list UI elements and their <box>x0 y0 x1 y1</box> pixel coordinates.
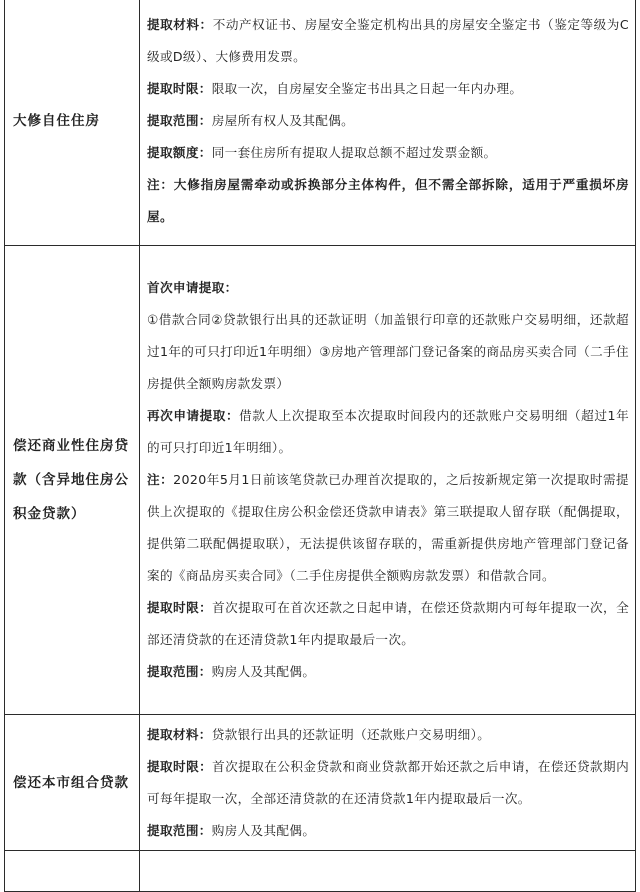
detail-paragraph <box>147 592 629 656</box>
item-label: 提取范围： <box>147 822 212 838</box>
detail-paragraph <box>147 751 629 815</box>
item-label: 注： <box>147 472 174 487</box>
item-text: 借款人上次提取至本次提取时间段内的还款账户交易明细（超过1年的可只打印近1年明细）。 <box>147 408 630 455</box>
detail-paragraph <box>147 464 629 592</box>
item-label: 提取范围： <box>147 113 212 128</box>
detail-paragraph <box>147 9 629 73</box>
item-label: 再次申请提取： <box>147 408 240 423</box>
item-text: 购房人及其配偶。 <box>211 664 316 679</box>
detail-paragraph <box>147 815 629 847</box>
table-row <box>5 715 636 851</box>
category-label: 偿还商业性住房贷款（含异地住房公积金贷款） <box>13 438 129 522</box>
item-label: 提取时限： <box>147 758 213 774</box>
item-text: 首次提取在公积金贷款和商业贷款都开始还款之后申请，在偿还贷款期内可每年提取一次，全部还清贷款的在还清贷款1年内提取最后一次。 <box>147 758 630 806</box>
item-text: 购房人及其配偶。 <box>211 822 316 838</box>
item-label: 提取范围： <box>147 664 212 679</box>
item-label: 提取时限： <box>147 81 212 96</box>
category-label: 偿还本市组合贷款 <box>13 774 129 791</box>
detail-cell <box>140 246 636 715</box>
category-cell <box>5 0 140 246</box>
detail-cell <box>140 851 636 892</box>
detail-cell <box>140 715 636 851</box>
detail-paragraph <box>147 105 629 137</box>
detail-paragraph <box>147 656 629 688</box>
detail-cell <box>140 0 636 246</box>
category-cell <box>5 851 140 892</box>
detail-paragraph <box>147 719 629 751</box>
item-label: 提取额度： <box>147 145 212 160</box>
table-row <box>5 0 636 246</box>
category-label: 大修自住住房 <box>13 113 100 129</box>
table-row <box>5 246 636 715</box>
category-cell <box>5 246 140 715</box>
item-text: 首次提取可在首次还款之日起申请，在偿还贷款期内可每年提取一次，全部还清贷款的在还清贷款1年内提取最后一次。 <box>147 600 630 647</box>
item-label: 提取材料： <box>147 17 213 32</box>
item-text: 限取一次，自房屋安全鉴定书出具之日起一年内办理。 <box>211 81 523 96</box>
withdrawal-policy-table <box>4 0 636 892</box>
note-paragraph: 注：大修指房屋需牵动或拆换部分主体构件，但不需全部拆除，适用于严重损坏房屋。 <box>147 177 629 224</box>
item-label: 提取材料： <box>147 726 212 742</box>
detail-paragraph <box>147 137 629 169</box>
item-text: 不动产权证书、房屋安全鉴定机构出具的房屋安全鉴定书（鉴定等级为C级或D级）、大修费用发票。 <box>147 17 630 64</box>
detail-paragraph <box>147 400 629 464</box>
category-cell <box>5 715 140 851</box>
item-label: 首次申请提取： <box>147 280 238 295</box>
item-text: 同一套住房所有提取人提取总额不超过发票金额。 <box>211 145 497 160</box>
item-label: 提取时限： <box>147 600 213 615</box>
item-text: 贷款银行出具的还款证明（还款账户交易明细）。 <box>211 726 491 742</box>
item-text: 2020年5月1日前该笔贷款已办理首次提取的，之后按新规定第一次提取时需提供上次提取的《提取住房公积金偿还贷款申请表》第三联提取人留存联（配偶提取，提供第二联配偶提取联），无法提供该留存联的，需重新提供房地产管理部门登记备案的《商品房买卖合同》（二手住房提供全额购房款发票）和借款合同。 <box>147 472 629 583</box>
item-text: 房屋所有权人及其配偶。 <box>211 113 355 128</box>
detail-paragraph: ①借款合同②贷款银行出具的还款证明（加盖银行印章的还款账户交易明细，还款超过1年的可只打印近1年明细）③房地产管理部门登记备案的商品房买卖合同（二手住房提供全额购房款发票） <box>147 312 629 391</box>
detail-paragraph <box>147 73 629 105</box>
table-row <box>5 851 636 892</box>
